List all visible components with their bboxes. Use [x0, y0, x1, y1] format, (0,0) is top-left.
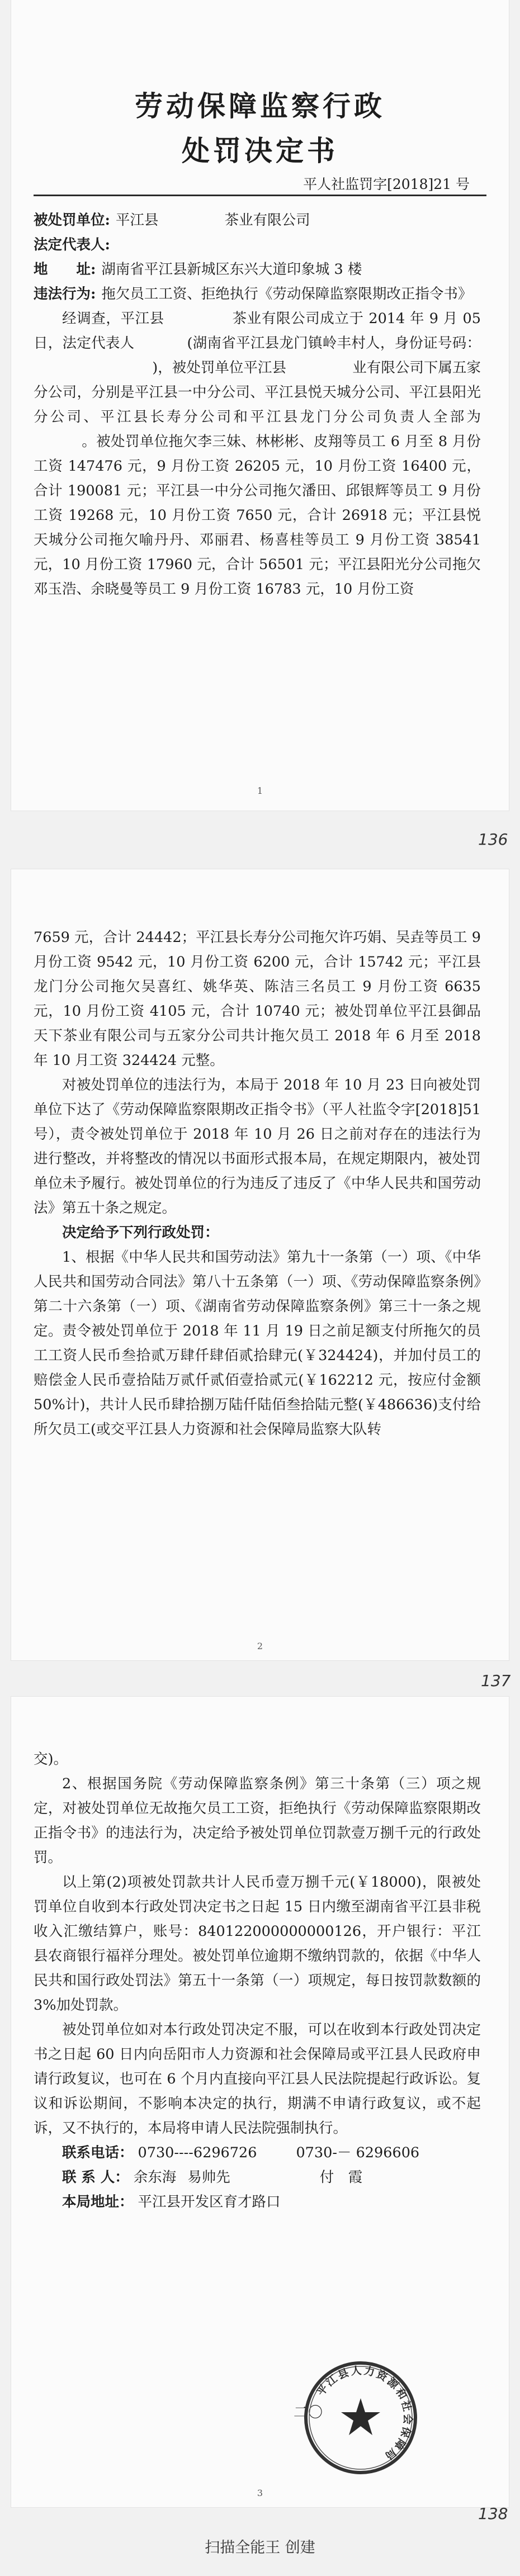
page1-body	[34, 208, 481, 602]
field-violation	[34, 282, 481, 306]
document-page-1	[11, 0, 509, 811]
page-number: 2	[257, 1641, 263, 1651]
page3-body	[34, 1747, 481, 2214]
field-label: 法定代表人:	[34, 236, 110, 253]
seal-text: 平江县人力资源和社会保障局	[314, 2364, 414, 2464]
official-seal-stamp	[302, 2359, 419, 2476]
issue-date: 二〇	[294, 2404, 323, 2421]
contact-person-label: 联 系 人：	[62, 2169, 129, 2186]
wage-continuation-paragraph: 7659 元，合计 24442；平江县长寿分公司拖欠许巧娟、吴垚等员工 9 月份工资 9542 元，10 月份工资 6200 元，合计 15742 元；平江县龙门分公司拖欠吴喜红、姚华英、陈洁三名员工 9 月份工资 6635 元，10 月份工资 4105 元，合计 10740 元；被处罚单位平江县御品天下茶业有限公司与五家分公司共计拖欠员工 2018 年 6 月至 2018 年 10 月工资 324424 元整。	[34, 929, 481, 1069]
contact-person-row	[62, 2165, 481, 2190]
investigation-paragraph: 经调查，平江县 茶业有限公司成立于 2014 年 9 月 05 日，法定代表人 (湖南省平江县龙门镇岭丰村人，身份证号码： )，被处罚单位平江县 业有限公司下属五家分公司，分别是平江县一中分公司、平江县悦天城分公司、平江县阳光分公司、平江县长寿分公司和平江县龙门分公司负责人全部为 。被处罚单位拖欠李三妹、林彬彬、皮翔等员工 6 月至 8 月份工资 147476 元，9 月份工资 26205 元，10 月份工资 16400 元，合计 190081 元；平江县一中分公司拖欠潘田、邱银辉等员工 9 月份工资 19268 元，10 月份工资 7650 元，合计 26918 元；平江县悦天城分公司拖欠喻丹丹、邓丽君、杨喜桂等员工 9 月份工资 38541 元，10 月份工资 17960 元，合计 56501 元；平江县阳光分公司拖欠邓玉浩、余晓曼等员工 9 月份工资 16783 元，10 月份工资	[34, 310, 481, 598]
decision-heading: 决定给予下列行政处罚：	[62, 1224, 219, 1241]
contact-phone-1: 0730----6296726	[138, 2144, 257, 2161]
office-address-row	[62, 2190, 481, 2214]
page2-body	[34, 925, 481, 1442]
continued-text: 交)。	[34, 1751, 68, 1768]
field-penalized-unit	[34, 208, 481, 233]
contact-person-2: 易帅先	[187, 2169, 230, 2186]
decision-item-1: 1、根据《中华人民共和国劳动法》第九十一条第（一）项、《中华人民共和国劳动合同法》第八十五条第（一）项、《劳动保障监察条例》第二十六条第（一）项、《湖南省劳动保障监察条例》第三十一条之规定。责令被处罚单位于 2018 年 11 月 19 日之前足额支付所拖欠的员工工资人民币叁拾贰万肆仟肆佰贰拾肆元(￥324424)，并加付员工的赔偿金人民币壹拾陆万贰仟贰佰壹拾贰元(￥162212 元，按应付金额 50%计)，共计人民币肆拾捌万陆仟陆佰叁拾陆元整(￥486636)支付给所欠员工(或交平江县人力资源和社会保障局监察大队转	[34, 1249, 481, 1438]
handwritten-page-note: 136	[478, 830, 508, 849]
field-label: 地 址:	[34, 261, 96, 278]
contact-phone-2: 0730-－ 6296606	[296, 2144, 420, 2161]
fine-payment-paragraph: 以上第(2)项被处罚款共计人民币壹万捌千元(￥18000)，限被处罚单位自收到本行政处罚决定书之日起 15 日内缴至湖南省平江县非税收入汇缴结算户，账号：840122000000000126，开户银行：平江县农商银行福祥分理处。被处罚单位逾期不缴纳罚款的，依据《中华人民共和国行政处罚法》第五十一条第（一）项规定，每日按罚款数额的 3%加处罚款。	[34, 1874, 481, 2014]
doc-number: 平人社监罚字[2018]21 号	[303, 176, 470, 192]
doc-title-line2: 处罚决定书	[182, 134, 338, 167]
contact-person-1: 余东海	[133, 2169, 177, 2186]
appeal-paragraph: 被处罚单位如对本行政处罚决定不服，可以在收到本行政处罚决定书之日起 60 日内向岳阳市人力资源和社会保障局或平江县人民政府申请行政复议，也可在 6 个月内直接向平江县人民法院提起行政诉讼。复议和诉讼期间，不影响本决定的执行，期满不申请行政复议，或不起诉，又不执行的，本局将申请人民法院强制执行。	[34, 2021, 481, 2137]
contact-phone-label: 联系电话：	[62, 2144, 134, 2161]
field-value: 湖南省平江县新城区东兴大道印象城 3 楼	[101, 261, 362, 278]
header-rule	[34, 195, 486, 196]
field-value: 拖欠员工工资、拒绝执行《劳动保障监察限期改正指令书》	[101, 286, 472, 302]
document-page-2	[11, 869, 509, 1660]
scanner-watermark: 扫描全能王 创建	[205, 2539, 315, 2556]
page-number: 1	[257, 785, 263, 796]
handwritten-page-note: 138	[478, 2504, 508, 2523]
decision-item-2: 2、根据国务院《劳动保障监察条例》第三十条第（三）项之规定，对被处罚单位无故拖欠员工工资，拒绝执行《劳动保障监察限期改正指令书》的违法行为，决定给予被处罚单位罚款壹万捌千元的行政处罚。	[34, 1775, 481, 1866]
doc-title-line1: 劳动保障监察行政	[135, 89, 385, 122]
field-label: 违法行为:	[34, 286, 96, 302]
field-address	[34, 257, 481, 282]
contact-phone-row	[62, 2141, 481, 2165]
contact-person-3: 付 霞	[319, 2169, 363, 2186]
handwritten-page-note: 137	[481, 1671, 511, 1690]
order-paragraph: 对被处罚单位的违法行为，本局于 2018 年 10 月 23 日向被处罚单位下达了《劳动保障监察限期改正指令书》（平人社监令字[2018]51 号），责令被处罚单位于 2018 年 10 月 26 日之前对存在的违法行为进行整改，并将整改的情况以书面形式报本局，在规定期限内，被处罚单位未予履行。被处罚单位的行为违反了违反了《中华人民共和国劳动法》第五十条之规定。	[34, 1077, 481, 1216]
document-page-3	[11, 1697, 509, 2507]
field-value: 平江县 茶业有限公司	[115, 212, 310, 229]
field-label: 被处罚单位:	[34, 212, 110, 229]
field-legal-rep	[34, 233, 481, 257]
page-number: 3	[257, 2488, 263, 2498]
office-address-label: 本局地址：	[62, 2194, 134, 2210]
office-address: 平江县开发区育才路口	[138, 2194, 281, 2210]
